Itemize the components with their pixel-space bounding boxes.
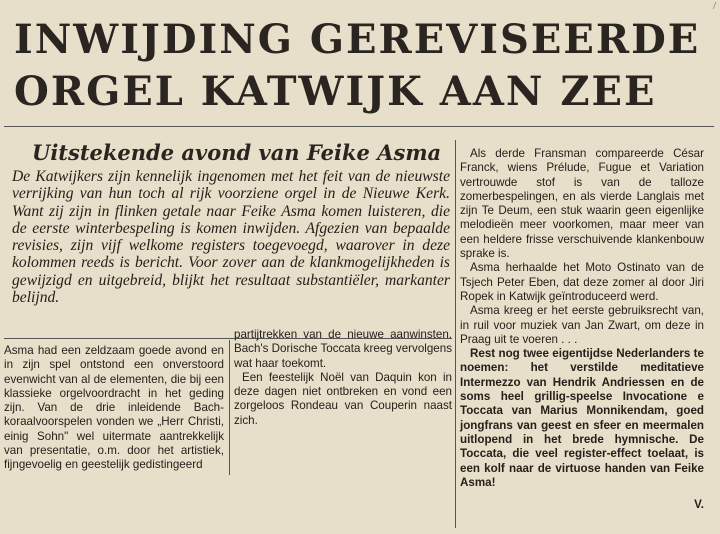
column-3-paragraph-2: Asma herhaalde het Moto Ostinato van de Tsjech Peter Eben, dat deze zomer al door Jiri Ropek in Katwijk geïntroduceerd werd. xyxy=(460,261,704,303)
column-2-paragraph-2: Een feestelijk Noël van Daquin kon in deze dagen niet ontbreken en vond een zorgeloos Rondeau van Couperin naast zich. xyxy=(234,370,452,427)
column-divider-left xyxy=(229,340,230,475)
column-2-paragraph-1: partijtrekken van de nieuwe aanwinsten. Bach's Dorische Toccata kreeg vervolgens wat haar toekomt. xyxy=(234,328,452,370)
corner-mark: / xyxy=(712,0,716,12)
subheadline: Uitstekende avond van Feike Asma xyxy=(32,140,442,165)
column-3-paragraph-3: Asma kreeg er het eerste gebruiksrecht van, in ruil voor muziek van Jan Zwart, om deze in Praag uit te voeren . . . xyxy=(460,304,704,346)
column-1-paragraph: Asma had een zeldzaam goede avond en in zijn spel ontstond een onverstoord evenwicht van al de elementen, die bij een klassieke orgelvoordracht in het geding zijn. Van de drie inleidende Bach-koraalvoorspelen vonden we „Herr Christi, einig Sohn" wel uitermate aantrekkelijk van presentatie, o.m. door het artistiek, fijngevoelig en geestelijk gedistingeerd xyxy=(4,344,224,472)
article-column-2 xyxy=(234,328,452,428)
author-signature: V. xyxy=(694,498,704,512)
column-3-paragraph-4: Rest nog twee eigentijdse Nederlanders te noemen: het verstilde meditatieve Intermezzo van Hendrik Andriessen en de soms heel grillig-speelse Invocatione e Toccata van Marius Monnikendam, goed jongfrans van geest en sfeer en meermalen uitlopend in het brede hymnische. De Toccata, die veel register-effect toelaat, is een kolf naar de virtuose handen van Feike Asma! xyxy=(460,347,704,489)
column-3-paragraph-1: Als derde Fransman compareerde César Franck, wiens Prélude, Fugue et Variation vertrouwde stof is van de talloze zomerbespelingen, en als vierde Langlais met zijn Te Deum, een stuk waarin geen eigenlijke melodieën meer voorkomen, maar meer van een heldere frisse verschuivende klankenbouw sprake is. xyxy=(460,147,704,261)
column-divider-right xyxy=(455,140,456,528)
headline-rule xyxy=(4,126,714,127)
article-column-1 xyxy=(4,344,224,473)
intro-paragraph: De Katwijkers zijn kennelijk ingenomen met het feit van de nieuwste verrijking van hun toch al rijk voorziene orgel in de Nieuwe Kerk. Want zij zijn in flinken getale naar Feike Asma komen luisteren, die de eerste winterbespeling is komen inwijden. Afgezien van bepaalde revisies, zijn vijf welkome registers toegevoegd, waarover in deze kolommen reeds is bericht. Voor zover aan de klankmogelijkheden is gewijzigd en uitgebreid, blijkt het resultaat substantiëler, markanter belijnd. xyxy=(12,168,450,307)
headline-line-1: INWIJDING GEREVISEERDE xyxy=(14,16,701,63)
headline-line-2: ORGEL KATWIJK AAN ZEE xyxy=(14,68,657,115)
article-column-3 xyxy=(460,147,704,512)
